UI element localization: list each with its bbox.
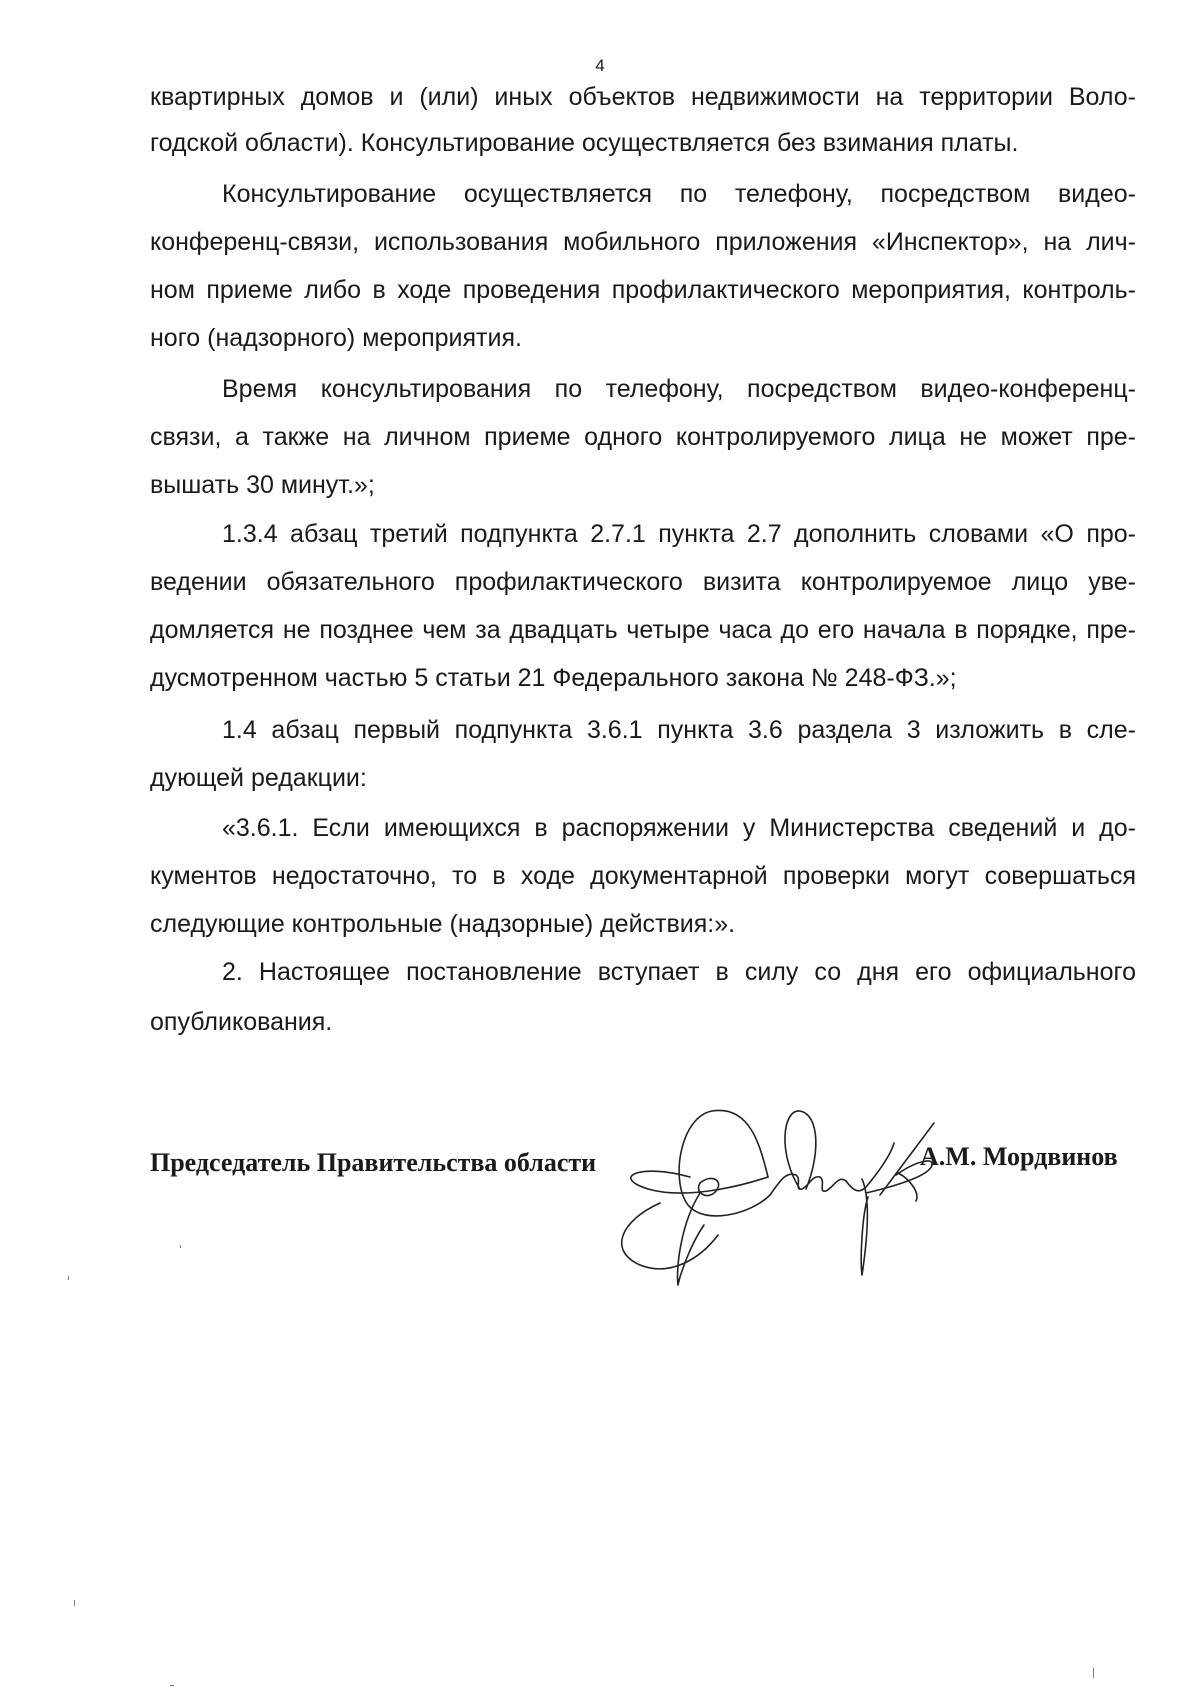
text-line: кументов недостаточно, то в ходе документарной проверки могут совершаться bbox=[150, 862, 1136, 890]
text-line: 2. Настоящее постановление вступает в силу со дня его официального bbox=[222, 958, 1136, 986]
text-line: ного (надзорного) мероприятия. bbox=[150, 324, 522, 352]
text-line: связи, а также на личном приеме одного контролируемого лица не может пре- bbox=[150, 423, 1136, 451]
signatory-title: Председатель Правительства области bbox=[150, 1148, 597, 1177]
text-line: 1.3.4 абзац третий подпункта 2.7.1 пункта 2.7 дополнить словами «О про- bbox=[222, 520, 1136, 548]
text-line: квартирных домов и (или) иных объектов недвижимости на территории Воло- bbox=[150, 83, 1136, 111]
text-line: домляется не позднее чем за двадцать четыре часа до его начала в порядке, пре- bbox=[150, 616, 1136, 644]
text-line: дующей редакции: bbox=[150, 764, 367, 792]
text-line: Время консультирования по телефону, посредством видео-конференц- bbox=[222, 375, 1136, 403]
text-line: годской области). Консультирование осуществляется без взимания платы. bbox=[150, 129, 1019, 157]
text-line: дусмотренном частью 5 статьи 21 Федерального закона № 248-ФЗ.»; bbox=[150, 664, 957, 692]
text-line: ведении обязательного профилактического визита контролируемое лицо уве- bbox=[150, 568, 1136, 596]
text-line: вышать 30 минут.»; bbox=[150, 471, 375, 499]
text-line: «3.6.1. Если имеющихся в распоряжении у Министерства сведений и до- bbox=[222, 814, 1136, 842]
text-line: следующие контрольные (надзорные) действия:». bbox=[150, 910, 736, 938]
text-line: 1.4 абзац первый подпункта 3.6.1 пункта 3.6 раздела 3 изложить в сле- bbox=[222, 716, 1136, 744]
text-line: Консультирование осуществляется по телефону, посредством видео- bbox=[222, 180, 1136, 208]
text-line: опубликования. bbox=[150, 1008, 333, 1036]
signatory-name: А.М. Мордвинов bbox=[920, 1142, 1118, 1171]
text-line: ном приеме либо в ходе проведения профилактического мероприятия, контроль- bbox=[150, 276, 1136, 304]
page-number: 4 bbox=[595, 56, 605, 75]
text-line: конференц-связи, использования мобильного приложения «Инспектор», на лич- bbox=[150, 228, 1136, 256]
handwritten-signature bbox=[600, 1085, 960, 1295]
